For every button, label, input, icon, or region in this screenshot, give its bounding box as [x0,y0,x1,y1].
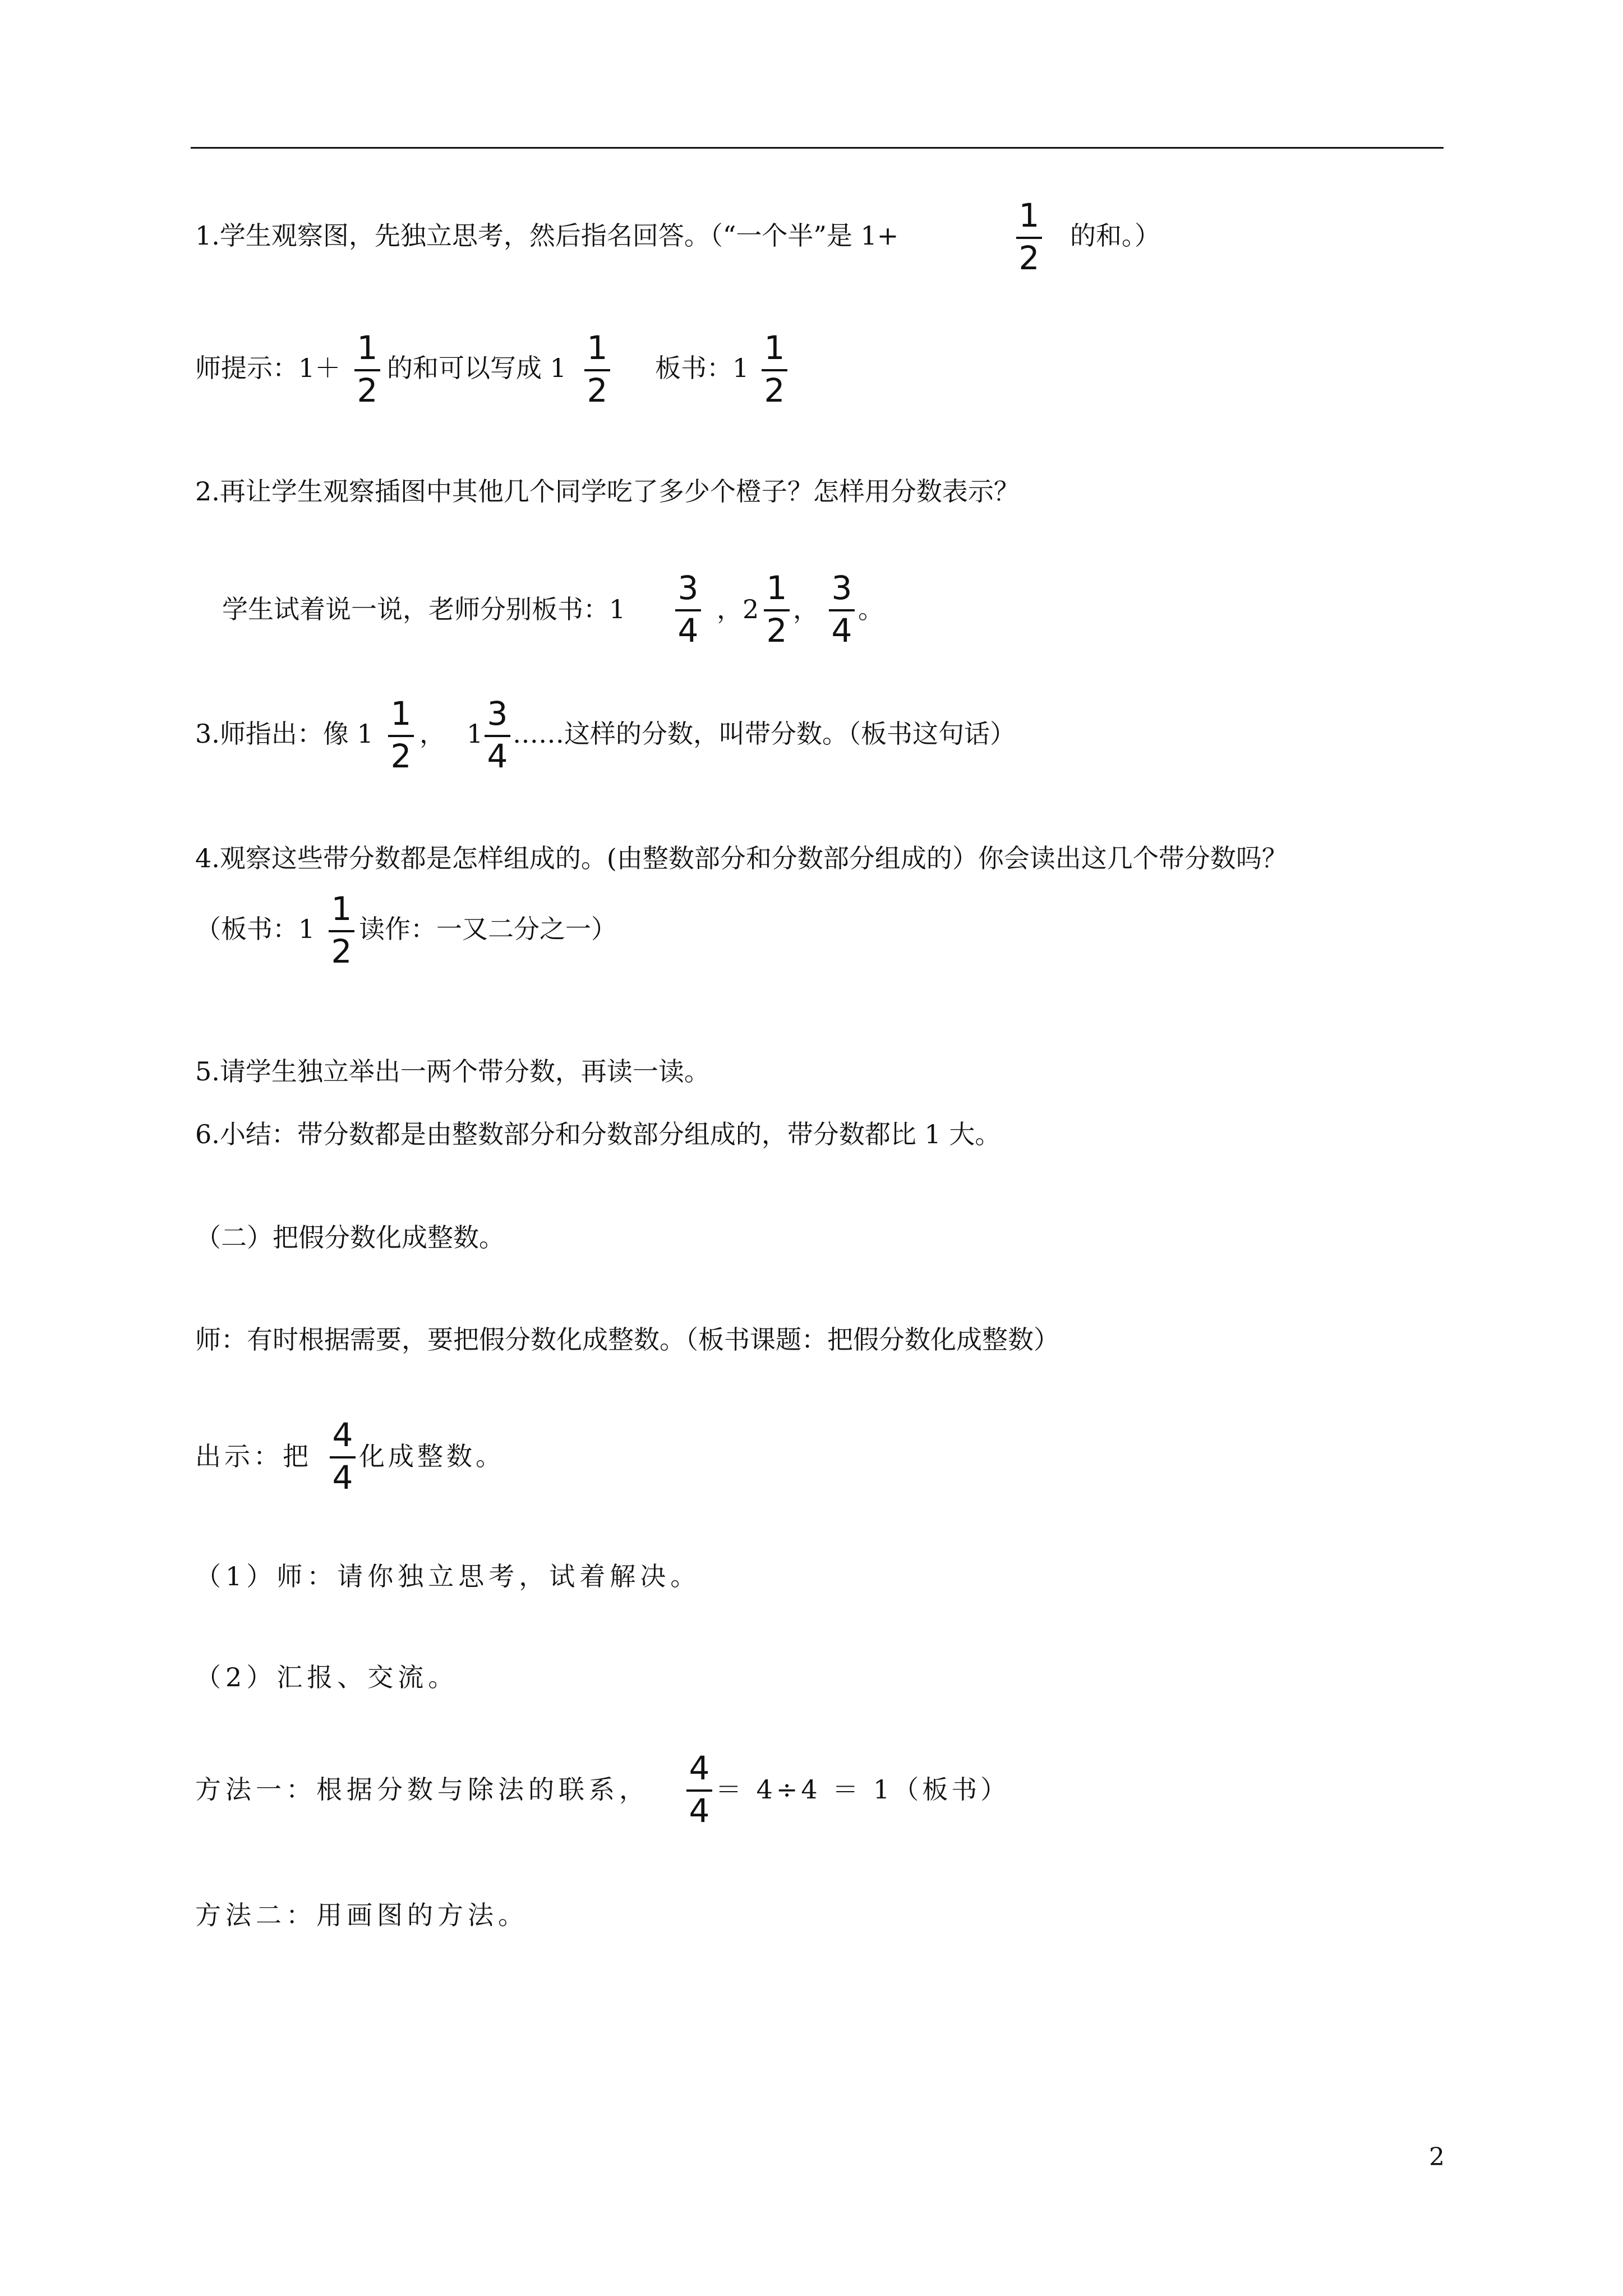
text-line: （2）汇报、交流。 [195,1662,459,1692]
text-line: 师提示：1＋ [195,353,341,383]
text-line: 方法一：根据分数与除法的联系， [195,1774,649,1805]
fraction [760,330,789,408]
fraction [329,1417,357,1496]
fraction [583,330,611,408]
fraction [763,570,791,648]
text-line: 6.小结：带分数都是由整数部分和分数部分组成的，带分数都比 1 大。 [195,1119,1001,1149]
text-line: 。 [858,594,884,624]
page-number: 2 [1429,2143,1445,2171]
text-line: ……这样的分数，叫带分数。（板书这句话） [513,719,1016,749]
fraction [674,570,702,648]
fraction [353,330,381,408]
fraction-numerator: 3 [831,569,852,607]
text-line: 2.再让学生观察插图中其他几个同学吃了多少个橙子？怎样用分数表示？ [195,476,1020,507]
fraction [483,696,511,774]
fraction [685,1750,713,1829]
text-line: ，2 [717,594,759,624]
fraction-numerator: 1 [766,569,787,607]
fraction-denominator: 2 [331,932,352,970]
fraction-denominator: 2 [764,371,785,409]
fraction-numerator: 1 [764,329,785,367]
fraction-denominator: 2 [587,371,608,409]
fraction-denominator: 4 [689,1792,710,1830]
fraction [828,570,856,648]
section-heading: （二）把假分数化成整数。 [195,1222,505,1253]
fraction-numerator: 3 [487,694,508,733]
fraction-numerator: 1 [1018,196,1040,234]
fraction-numerator: 4 [689,1749,710,1787]
text-line: 读作：一又二分之一） [359,914,617,944]
fraction-numerator: 1 [357,329,378,367]
text-line: 师：有时根据需要，要把假分数化成整数。（板书课题：把假分数化成整数） [195,1324,1059,1355]
fraction-numerator: 4 [332,1416,353,1454]
text-line: 4.观察这些带分数都是怎样组成的。(由整数部分和分数部分组成的）你会读出这几个带分数吗？ [195,843,1288,873]
fraction-denominator: 4 [332,1458,353,1497]
fraction-numerator: 3 [677,569,699,607]
text-line: 方法二：用画图的方法。 [195,1900,528,1930]
text-line: ， [793,594,819,624]
text-line: 1 [467,719,483,749]
text-line: 的和。） [1070,220,1160,251]
fraction [328,891,356,969]
text-line: 出示：把 [195,1441,312,1471]
fraction-denominator: 2 [390,737,412,775]
text-line: 5.请学生独立举出一两个带分数，再读一读。 [195,1056,710,1087]
fraction-numerator: 1 [587,329,608,367]
text-line: ＝ 4÷4 ＝ 1（板书） [716,1774,1010,1805]
text-line: 的和可以写成 1 [387,353,566,383]
text-line: 1.学生观察图，先独立思考，然后指名回答。（“一个半”是 1+ [195,220,899,251]
fraction-numerator: 1 [390,694,412,733]
text-line: 化成整数。 [359,1441,505,1471]
fraction-numerator: 1 [331,890,352,928]
text-line: （板书：1 [195,914,315,944]
header-rule [191,147,1444,149]
fraction-denominator: 2 [766,611,787,650]
text-line: 学生试着说一说，老师分别板书：1 [222,594,626,624]
text-line: （1）师：请你独立思考，试着解决。 [195,1561,701,1591]
fraction-denominator: 4 [487,737,508,775]
fraction-denominator: 2 [357,371,378,409]
fraction-denominator: 2 [1018,239,1040,277]
fraction-denominator: 4 [831,611,852,650]
text-line: 3.师指出：像 1 [195,719,374,749]
fraction [387,696,415,774]
text-line: ， [419,719,445,749]
fraction [1015,197,1043,276]
text-line: 板书：1 [655,353,749,383]
fraction-denominator: 4 [677,611,699,650]
